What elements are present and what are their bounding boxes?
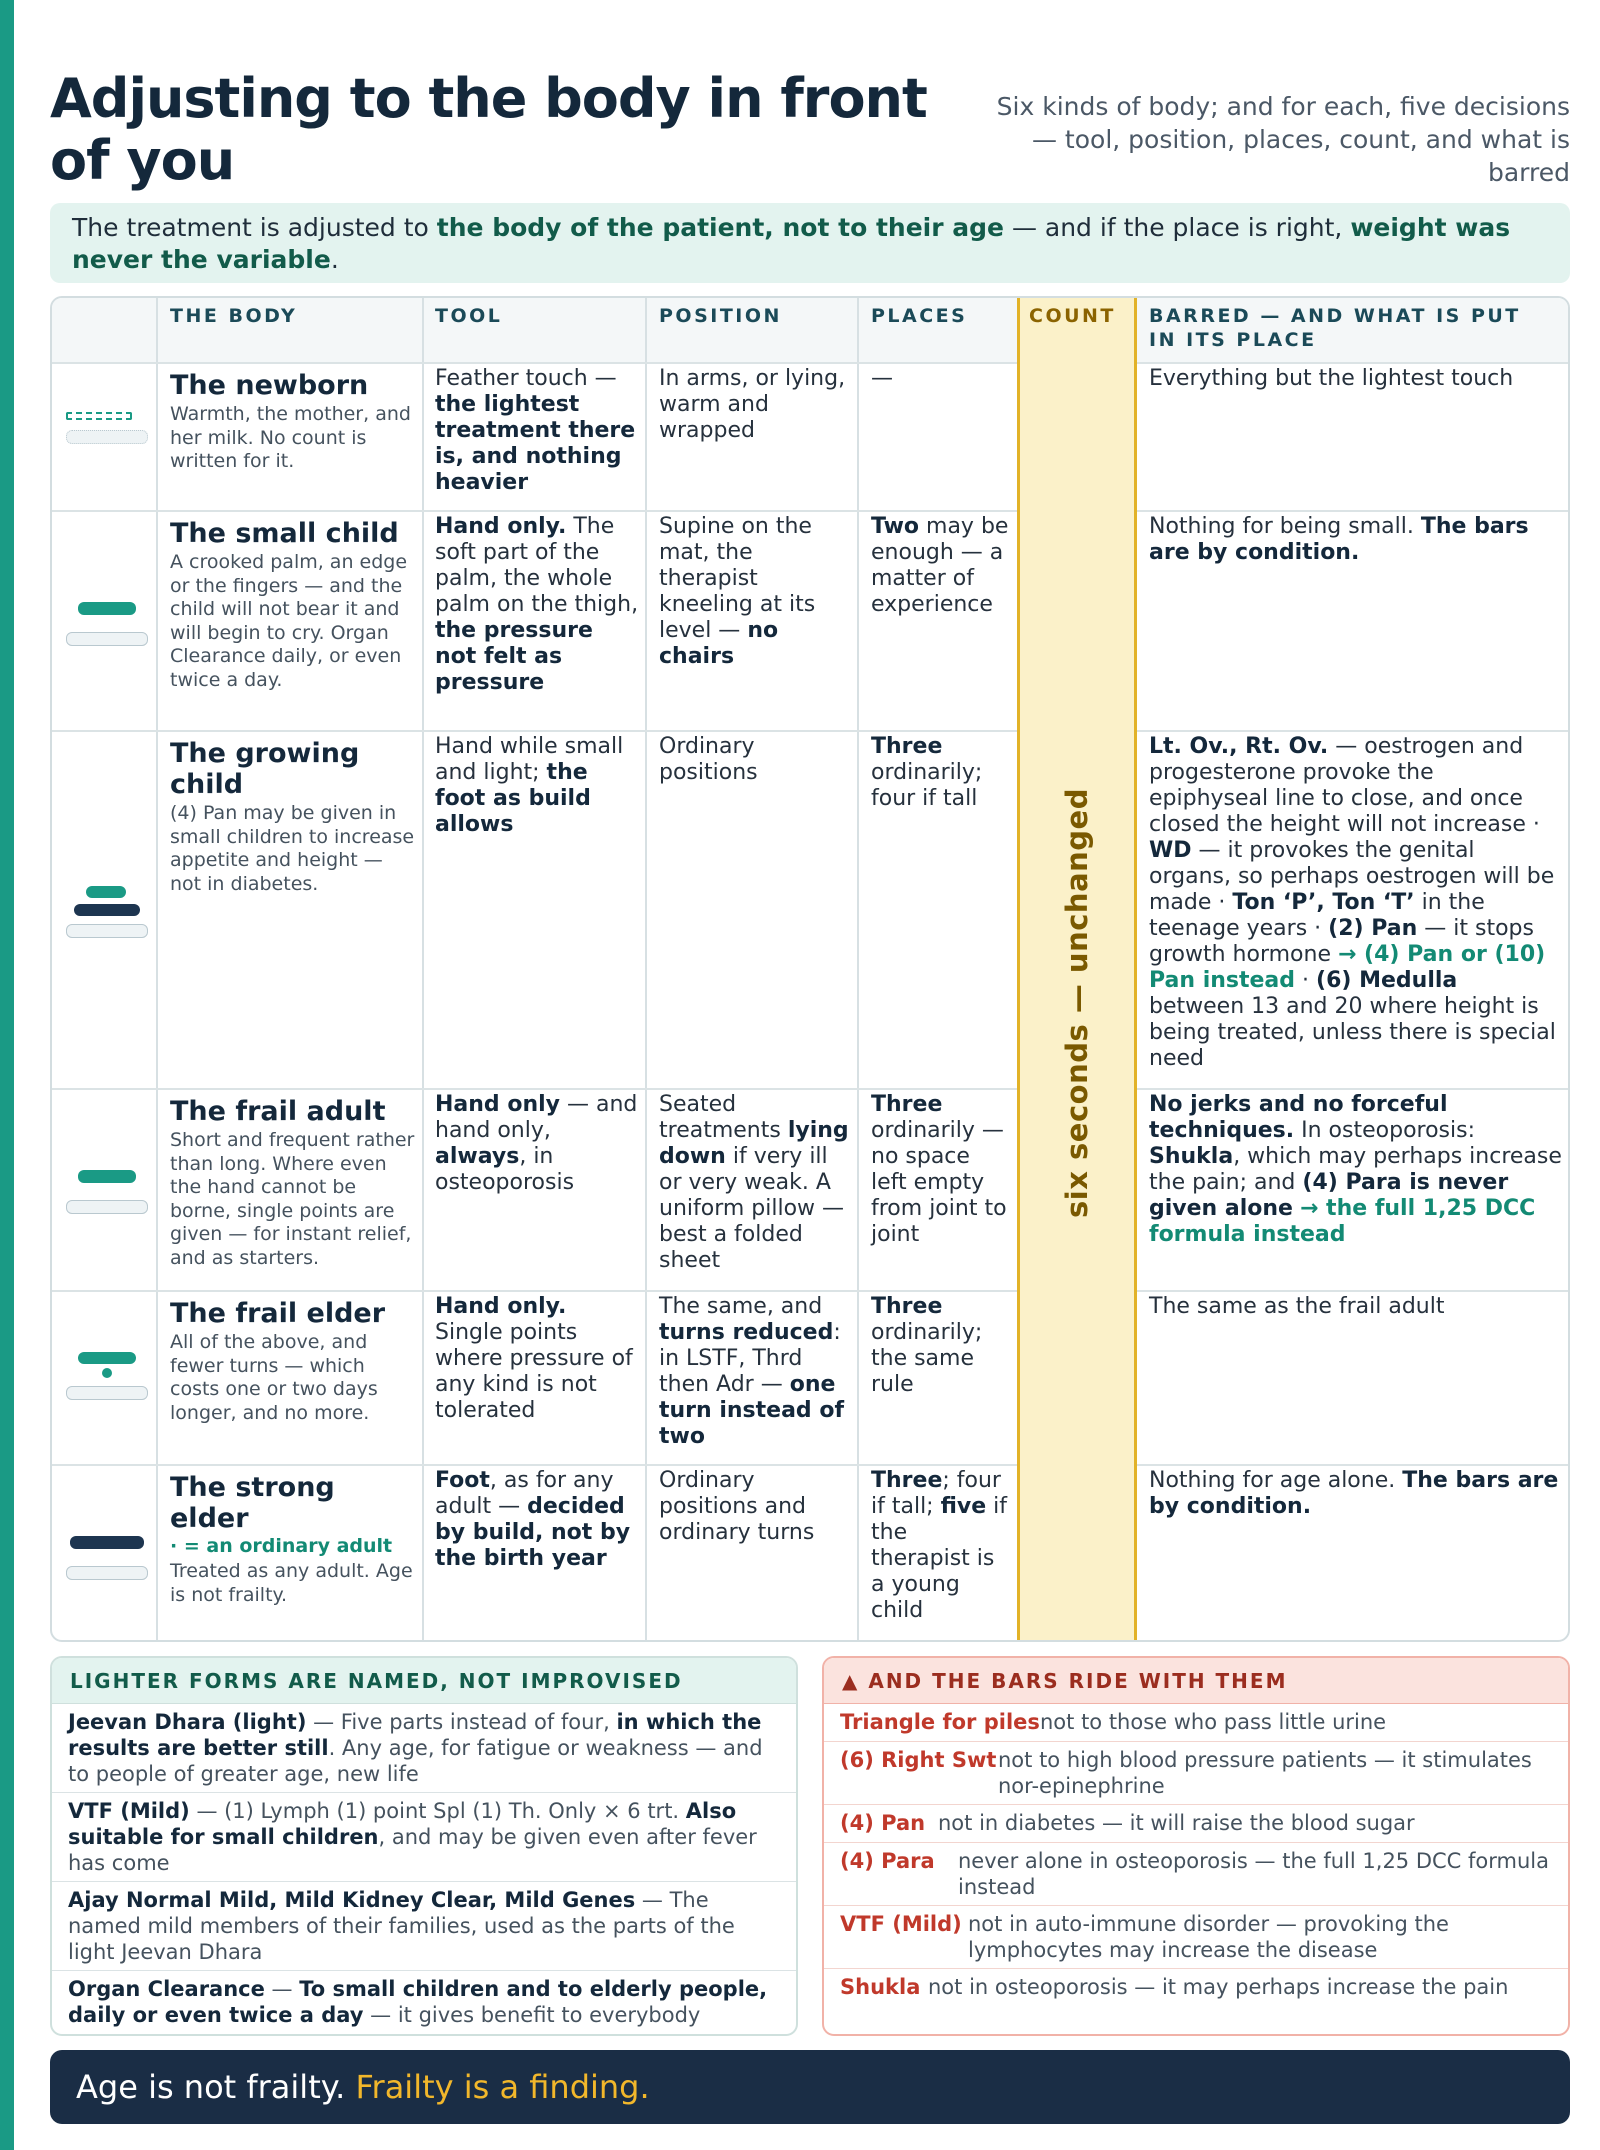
body-name: The newborn xyxy=(170,370,369,401)
pale-bar-icon xyxy=(66,632,148,646)
body-cell xyxy=(170,370,415,474)
lead-text: The treatment is adjusted to xyxy=(72,213,437,242)
tool-text: Hand while small and light; xyxy=(435,734,624,785)
tool-text: Feather touch — xyxy=(435,366,617,391)
column-header-barred: BARRED — AND WHAT IS PUT IN ITS PLACE xyxy=(1149,305,1521,351)
body-name: The small child xyxy=(170,518,399,549)
barred-emphasis: Shukla xyxy=(1149,1144,1234,1169)
places-emphasis: Three xyxy=(871,1092,943,1117)
footer-banner xyxy=(50,2050,1570,2124)
adjustment-table xyxy=(50,296,1570,1642)
item-text: , and may be given even after fever has come xyxy=(68,1825,757,1875)
bars-panel xyxy=(822,1656,1570,2036)
barred-emphasis: Ton ‘P’, Ton ‘T’ xyxy=(1232,890,1415,915)
barred-text: Nothing for age alone. xyxy=(1149,1468,1403,1493)
footer-highlight: Frailty is a finding. xyxy=(355,2068,650,2106)
lighter-forms-heading: LIGHTER FORMS ARE NAMED, NOT IMPROVISED xyxy=(52,1658,796,1704)
row-divider xyxy=(52,362,1017,364)
header xyxy=(50,0,1570,200)
column-divider xyxy=(645,298,647,1640)
frail-elder-glyph-icon xyxy=(66,1350,148,1406)
tool-emphasis: always xyxy=(435,1144,520,1169)
barred-text: between 13 and 20 where height is being treated, unless there is special need xyxy=(1149,994,1556,1071)
barred-replacement: → (4) Pan or (10) Pan instead xyxy=(1149,942,1546,993)
item-text: . Any age, for fatigue or weakness — and to people of greater age, new life xyxy=(68,1736,763,1786)
places-cell xyxy=(871,1092,1011,1248)
barred-emphasis: The bars are by condition. xyxy=(1149,514,1529,565)
tool-text: , in osteoporosis xyxy=(435,1144,575,1195)
column-divider xyxy=(422,298,424,1640)
column-header-count: COUNT xyxy=(1029,305,1116,327)
position-emphasis: one turn instead of two xyxy=(659,1372,845,1449)
page xyxy=(50,0,1570,2106)
places-text: may be enough — a matter of experience xyxy=(871,514,1009,617)
tool-cell xyxy=(435,1294,640,1424)
navy-bar-icon xyxy=(74,904,140,916)
page-subtitle: Six kinds of body; and for each, five decisions — tool, position, places, count, and what is barred xyxy=(996,92,1570,187)
barred-cell xyxy=(1149,734,1559,1072)
footer-text: Age is not frailty. xyxy=(76,2068,356,2106)
tool-emphasis: Hand only xyxy=(435,1092,560,1117)
small-child-glyph-icon xyxy=(66,598,148,648)
item-name: VTF (Mild) xyxy=(68,1799,190,1823)
body-note: Short and frequent rather than long. Where even the hand cannot be borne, single points are given — for instant relief, and as starters. xyxy=(170,1129,415,1269)
page-title: Adjusting to the body in front of you xyxy=(50,67,927,192)
position-emphasis: lying down xyxy=(659,1118,849,1169)
bar-key: (6) Right Swt xyxy=(840,1748,997,1772)
barred-text: · xyxy=(1295,968,1317,993)
bars-heading: ▲ AND THE BARS RIDE WITH THEM xyxy=(824,1658,1568,1704)
barred-text: — it stops growth hormone xyxy=(1149,916,1534,967)
position-cell: Ordinary positions and ordinary turns xyxy=(659,1468,815,1545)
bar-row xyxy=(824,1805,1568,1843)
bar-key: VTF (Mild) xyxy=(840,1912,962,1936)
teal-bar-icon xyxy=(78,1352,136,1364)
barred-text: — it provokes the genital organs, so perhaps oestrogen will be made · xyxy=(1149,838,1555,915)
item-emphasis: To small children and to elderly people, daily or even twice a day xyxy=(68,1977,768,2027)
lead-emphasis: the body of the patient, not to their age xyxy=(436,213,1004,242)
bar-row xyxy=(824,1742,1568,1805)
bar-text: never alone in osteoporosis — the full 1,25 DCC formula instead xyxy=(958,1849,1549,1899)
body-note: A crooked palm, an edge or the fingers — and the child will not bear it and will begin to cry. Organ Clearance daily, or even twice a day. xyxy=(170,551,408,691)
row-divider xyxy=(1137,1290,1570,1292)
tool-text: , as for any adult — xyxy=(435,1468,614,1519)
barred-text: , which may perhaps increase the pain; and xyxy=(1149,1144,1562,1195)
barred-text: in the teenage years · xyxy=(1149,890,1485,941)
body-cell xyxy=(170,1096,415,1270)
strong-elder-glyph-icon xyxy=(66,1532,148,1582)
lead-text: . xyxy=(330,245,339,274)
body-name: The strong elder xyxy=(170,1472,335,1534)
places-text: if the therapist is a young child xyxy=(871,1494,1008,1623)
bar-row xyxy=(824,1843,1568,1906)
barred-text: In osteoporosis: xyxy=(1294,1118,1475,1143)
places-cell xyxy=(871,1468,1011,1624)
column-divider xyxy=(857,298,859,1640)
barred-emphasis: WD xyxy=(1149,838,1192,863)
teal-bar-icon xyxy=(78,602,136,615)
places-cell xyxy=(871,1294,1011,1398)
bar-text: not to high blood pressure patients — it stimulates nor-epinephrine xyxy=(998,1748,1532,1798)
pale-bar-icon xyxy=(66,430,148,444)
teal-bar-icon xyxy=(78,1170,136,1183)
body-cell xyxy=(170,1472,415,1607)
list-item xyxy=(52,1793,796,1882)
tool-emphasis: Hand only. xyxy=(435,514,567,539)
places-cell xyxy=(871,734,1011,812)
places-text: ; four if tall; xyxy=(871,1468,1001,1519)
tool-emphasis: decided by build, not by the birth year xyxy=(435,1494,631,1571)
bar-row xyxy=(824,1969,1568,2007)
row-divider xyxy=(52,1088,1017,1090)
position-cell: Ordinary positions xyxy=(659,734,758,785)
item-text: — The named mild members of their families, used as the parts of the light Jeevan Dhara xyxy=(68,1888,735,1964)
item-text: — (1) Lymph (1) point Spl (1) Th. Only × 6 trt. xyxy=(189,1799,686,1823)
body-name: The growing child xyxy=(170,738,360,800)
bar-text: not in osteoporosis — it may perhaps increase the pain xyxy=(928,1975,1509,1999)
item-name: Organ Clearance xyxy=(68,1977,265,2001)
barred-cell xyxy=(1149,1468,1559,1520)
tool-text: Single points where pressure of any kind is not tolerated xyxy=(435,1320,633,1423)
barred-cell: Everything but the lightest touch xyxy=(1149,366,1514,391)
navy-bar-icon xyxy=(70,1536,144,1549)
pale-bar-icon xyxy=(66,1200,148,1214)
position-cell: In arms, or lying, warm and wrapped xyxy=(659,366,846,443)
pale-bar-icon xyxy=(66,1386,148,1400)
tool-emphasis: Foot xyxy=(435,1468,490,1493)
item-emphasis: in which the results are better still xyxy=(68,1710,762,1760)
left-accent-bar xyxy=(0,0,14,2150)
pale-bar-icon xyxy=(66,1566,148,1580)
row-divider xyxy=(1137,362,1570,364)
teal-dot-icon xyxy=(102,1368,112,1378)
position-cell xyxy=(659,1092,854,1274)
bar-text: not in diabetes — it will raise the blood sugar xyxy=(938,1811,1415,1835)
body-note: Treated as any adult. Age is not frailty. xyxy=(170,1560,413,1606)
item-name: Ajay Normal Mild, Mild Kidney Clear, Mild Genes xyxy=(68,1888,636,1912)
row-divider xyxy=(1137,730,1570,732)
tool-cell xyxy=(435,366,640,496)
places-text: ordinarily — no space left empty from joint to joint xyxy=(871,1118,1007,1247)
lead-text: — and if the place is right, xyxy=(1004,213,1351,242)
count-value: six seconds — unchanged xyxy=(1060,788,1094,1218)
column-header-tool: TOOL xyxy=(435,305,503,327)
bar-row xyxy=(824,1704,1568,1742)
tool-emphasis: the pressure not felt as pressure xyxy=(435,618,593,695)
places-cell xyxy=(871,514,1011,618)
tool-emphasis: the foot as build allows xyxy=(435,760,591,837)
count-cell xyxy=(1017,362,1137,1642)
barred-emphasis: (6) Medulla xyxy=(1316,968,1458,993)
bar-key: (4) Pan xyxy=(840,1811,926,1835)
row-divider xyxy=(1137,510,1570,512)
barred-text: — oestrogen and progesterone provoke the epiphyseal line to close, and once closed the height will not increase · xyxy=(1149,734,1540,837)
frail-adult-glyph-icon xyxy=(66,1166,148,1216)
list-item xyxy=(52,1971,796,2033)
position-text: if very ill or very weak. A uniform pillow — best a folded sheet xyxy=(659,1144,845,1273)
barred-emphasis: The bars are by condition. xyxy=(1149,1468,1559,1519)
row-divider xyxy=(52,1290,1017,1292)
position-text: Supine on the mat, the therapist kneeling at its level — xyxy=(659,514,816,643)
row-divider xyxy=(1137,1088,1570,1090)
places-emphasis: five xyxy=(940,1494,987,1519)
barred-emphasis: Lt. Ov., Rt. Ov. xyxy=(1149,734,1329,759)
teal-bar-icon xyxy=(86,886,126,898)
bar-row xyxy=(824,1906,1568,1969)
barred-text: Nothing for being small. xyxy=(1149,514,1421,539)
bar-text: not in auto-immune disorder — provoking the lymphocytes may increase the disease xyxy=(968,1912,1449,1962)
item-text: — Five parts instead of four, xyxy=(306,1710,617,1734)
barred-replacement: → the full 1,25 DCC formula instead xyxy=(1149,1196,1536,1247)
pale-bar-icon xyxy=(66,924,148,938)
bar-key: Triangle for piles xyxy=(840,1710,1040,1734)
barred-emphasis: No jerks and no forceful techniques. xyxy=(1149,1092,1448,1143)
column-divider xyxy=(156,298,158,1640)
tool-text: The soft part of the palm, the whole palm on the thigh, xyxy=(435,514,639,617)
row-divider xyxy=(52,1464,1017,1466)
tool-text: — and hand only, xyxy=(435,1092,638,1143)
bar-key: Shukla xyxy=(840,1975,921,1999)
column-header-body: THE BODY xyxy=(170,305,298,327)
item-text: — xyxy=(264,1977,300,2001)
tool-emphasis: the lightest treatment there is, and nothing heavier xyxy=(435,392,636,495)
body-note: (4) Pan may be given in small children to increase appetite and height — not in diabetes. xyxy=(170,802,415,895)
places-emphasis: Three xyxy=(871,1468,943,1493)
item-name: Jeevan Dhara (light) xyxy=(68,1710,307,1734)
barred-cell xyxy=(1149,514,1559,566)
item-emphasis: Also suitable for small children xyxy=(68,1799,737,1849)
position-emphasis: no chairs xyxy=(659,618,779,669)
column-header-position: POSITION xyxy=(659,305,782,327)
body-tag: · = an ordinary adult xyxy=(170,1535,393,1557)
position-emphasis: turns reduced xyxy=(659,1320,834,1345)
bar-text: not to those who pass little urine xyxy=(1040,1710,1387,1734)
list-item xyxy=(52,1704,796,1793)
newborn-glyph-icon xyxy=(66,410,148,450)
barred-emphasis: (4) Para is never given alone xyxy=(1149,1170,1509,1221)
lighter-forms-panel xyxy=(50,1656,798,2036)
list-item xyxy=(52,1882,796,1971)
places-emphasis: Three xyxy=(871,1294,943,1319)
position-text: : in LSTF, Thrd then Adr — xyxy=(659,1320,841,1397)
barred-cell xyxy=(1149,1092,1565,1248)
places-emphasis: Three xyxy=(871,734,943,759)
body-name: The frail adult xyxy=(170,1096,386,1127)
places-text: ordinarily; the same rule xyxy=(871,1320,983,1397)
places-cell: — xyxy=(871,366,893,391)
lead-banner xyxy=(50,203,1570,283)
bar-key: (4) Para xyxy=(840,1849,935,1873)
tool-emphasis: Hand only. xyxy=(435,1294,567,1319)
row-divider xyxy=(1137,1464,1570,1466)
position-text: The same, and xyxy=(659,1294,823,1319)
lead-emphasis: weight was never the variable xyxy=(72,213,1511,274)
places-emphasis: Two xyxy=(871,514,920,539)
position-cell xyxy=(659,1294,854,1450)
tool-cell xyxy=(435,1468,640,1572)
position-text: Seated treatments xyxy=(659,1092,788,1143)
tool-cell xyxy=(435,734,640,838)
places-text: ordinarily; four if tall xyxy=(871,760,983,811)
row-divider xyxy=(52,730,1017,732)
barred-cell: The same as the frail adult xyxy=(1149,1294,1445,1319)
body-note: All of the above, and fewer turns — which costs one or two days longer, and no more. xyxy=(170,1331,378,1424)
tool-cell xyxy=(435,514,640,696)
body-cell xyxy=(170,738,415,896)
position-cell xyxy=(659,514,854,670)
barred-emphasis: (2) Pan xyxy=(1328,916,1418,941)
tool-cell xyxy=(435,1092,640,1196)
row-divider xyxy=(52,510,1017,512)
body-note: Warmth, the mother, and her milk. No count is written for it. xyxy=(170,403,411,472)
dashed-line-icon xyxy=(66,412,132,420)
body-name: The frail elder xyxy=(170,1298,386,1329)
body-cell xyxy=(170,518,415,692)
item-text: — it gives benefit to everybody xyxy=(363,2003,701,2027)
body-cell xyxy=(170,1298,415,1425)
growing-child-glyph-icon xyxy=(66,884,148,948)
column-header-places: PLACES xyxy=(871,305,968,327)
